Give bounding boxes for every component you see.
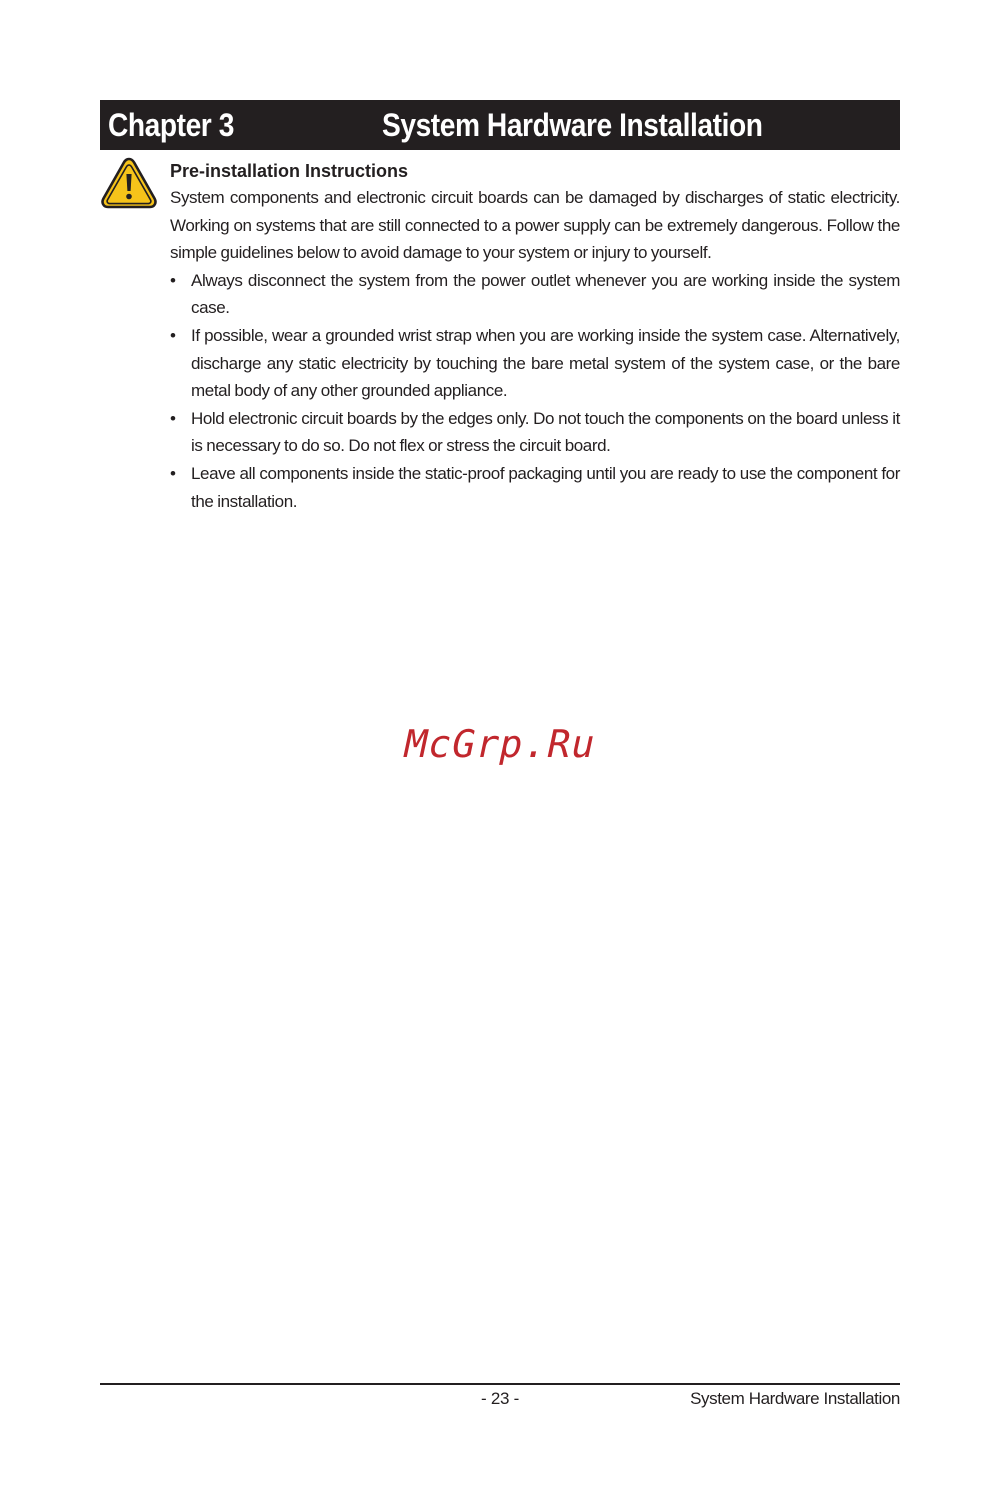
intro-paragraph: System components and electronic circuit boards can be damaged by discharges of static electricity. Working on systems that are still connected to a power supply can be extremely dangerous. Follow the simple guidelines below to avoid damage to your system or injury to yourself. [170,188,900,263]
chapter-number: Chapter 3 [108,106,234,143]
bullet-marker: • [170,463,176,483]
warning-triangle-icon [100,156,158,210]
list-item [170,267,900,322]
chapter-title: System Hardware Installation [382,106,763,143]
list-item [170,460,900,515]
watermark-text: McGrp.Ru [399,722,601,766]
list-item [170,322,900,405]
list-item [170,405,900,460]
pre-installation-section [170,158,900,515]
list-item-text: Always disconnect the system from the power outlet whenever you are working inside the system case. [191,270,900,318]
list-item-text: Hold electronic circuit boards by the edges only. Do not touch the components on the board unless it is necessary to do so. Do not flex or stress the circuit board. [191,408,900,456]
page-number: - 23 - [481,1389,519,1408]
list-item-text: Leave all components inside the static-proof packaging until you are ready to use the component for the installation. [191,463,900,511]
guideline-list [170,267,900,515]
chapter-header-bar [100,100,900,150]
footer-divider [100,1383,900,1385]
section-heading: Pre-installation Instructions [170,161,409,181]
bullet-marker: • [170,325,176,345]
footer-title: System Hardware Installation [690,1389,900,1408]
list-item-text: If possible, wear a grounded wrist strap when you are working inside the system case. Alternatively, discharge any static electricity by touching the bare metal system of the system case, or the bare metal body of any other grounded appliance. [191,325,900,401]
bullet-marker: • [170,270,176,290]
bullet-marker: • [170,408,176,428]
